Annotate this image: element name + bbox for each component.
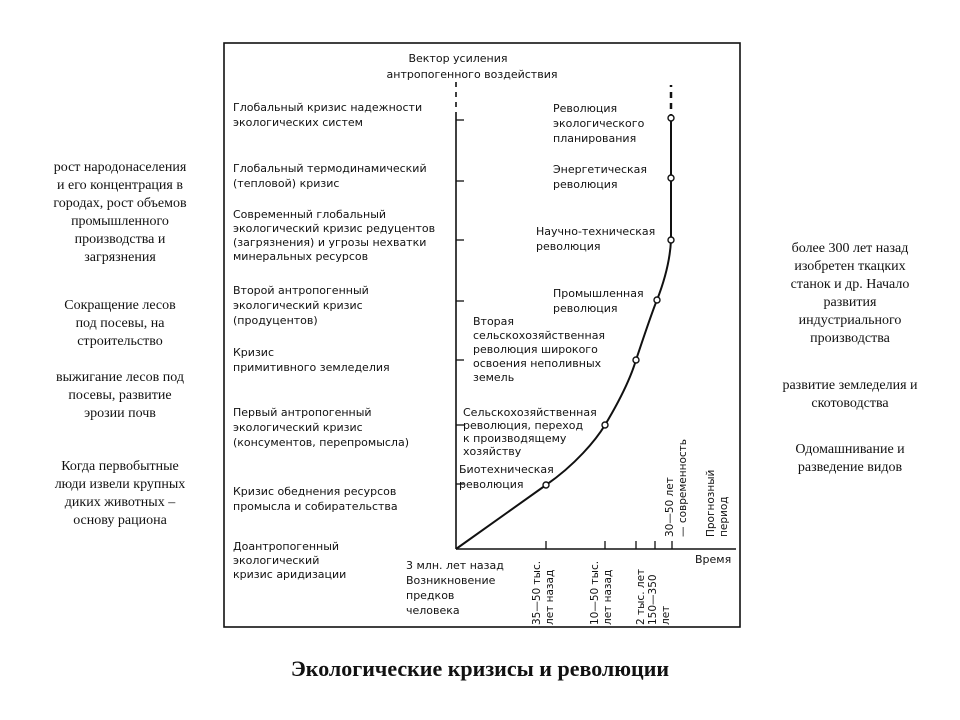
marker-biotechnical <box>543 482 549 488</box>
left-note-population: рост народонаселения и его концентрация в городах, рост объемов промышленного производства и загрязнения <box>53 160 187 265</box>
revolution-scientific-technical: Научно-техническая революция <box>536 225 656 253</box>
crisis-2: Глобальный термодинамический (тепловой) кризис <box>233 162 427 190</box>
revolution-biotechnical: Биотехническая революция <box>459 463 554 491</box>
left-note-forests: Сокращение лесов под посевы, на строительство <box>64 298 176 349</box>
right-note-agriculture: развитие земледелия и скотоводства <box>782 378 918 411</box>
time-tick-labels <box>531 439 730 625</box>
horizontal-axis-label: Время <box>695 553 732 566</box>
crisis-8: Доантропогенный экологический кризис аридизации <box>233 540 347 581</box>
marker-second-agricultural <box>633 357 639 363</box>
revolution-agricultural: Сельскохозяйственная революция, переход к производящему хозяйству <box>463 406 597 458</box>
tick-150-350: 150—350 лет <box>647 574 672 625</box>
vertical-axis-label-line-2: антропогенного воздействия <box>386 68 558 81</box>
crises-list <box>233 101 439 581</box>
revolutions-list <box>459 102 659 491</box>
left-note-hunting: Когда первобытные люди извели крупных диких животных – основу рациона <box>54 459 186 528</box>
horizontal-axis-ticks <box>546 541 672 549</box>
revolution-ecological-planning: Революция экологического планирования <box>553 102 645 145</box>
revolution-industrial: Промышленная революция <box>553 287 644 315</box>
marker-energy <box>668 175 674 181</box>
tick-30-50-years: 30—50 лет — современность <box>664 439 689 537</box>
left-note-burning: выжигание лесов под посевы, развитие эрозии почв <box>56 370 184 421</box>
page-title: Экологические кризисы и революции <box>290 656 670 681</box>
tick-2-thousand: 2 тыс. лет <box>635 568 647 625</box>
marker-agricultural <box>602 422 608 428</box>
tick-35-50-thousand: 35—50 тыс. лет назад <box>531 560 556 625</box>
crisis-1: Глобальный кризис надежности экологических систем <box>233 101 423 129</box>
crisis-3: Современный глобальный экологический кризис редуцентов (загрязнения) и угрозы нехватки минеральных ресурсов <box>233 208 436 263</box>
right-note-industrial: более 300 лет назад изобретен ткацких станок и др. Начало развития индустриального производства <box>790 241 910 346</box>
right-note-domestication: Одомашнивание и разведение видов <box>795 442 905 475</box>
vertical-axis-label-line-1: Вектор усиления <box>408 52 508 65</box>
time-origin-label: 3 млн. лет назад Возникновение предков человека <box>406 559 504 617</box>
crisis-5: Кризис примитивного земледелия <box>233 346 390 374</box>
revolution-energy: Энергетическая революция <box>553 163 648 191</box>
marker-industrial <box>654 297 660 303</box>
marker-scientific-technical <box>668 237 674 243</box>
crisis-4: Второй антропогенный экологический кризис (продуцентов) <box>233 284 369 327</box>
tick-forecast: Прогнозный период <box>705 469 730 537</box>
marker-ecological-planning <box>668 115 674 121</box>
crisis-6: Первый антропогенный экологический кризис (консументов, перепромысла) <box>233 406 409 449</box>
revolution-second-agricultural: Вторая сельскохозяйственная революция широкого освоения неполивных земель <box>473 315 606 384</box>
crisis-7: Кризис обеднения ресурсов промысла и собирательства <box>233 485 398 513</box>
tick-10-50-thousand: 10—50 тыс. лет назад <box>589 560 614 625</box>
